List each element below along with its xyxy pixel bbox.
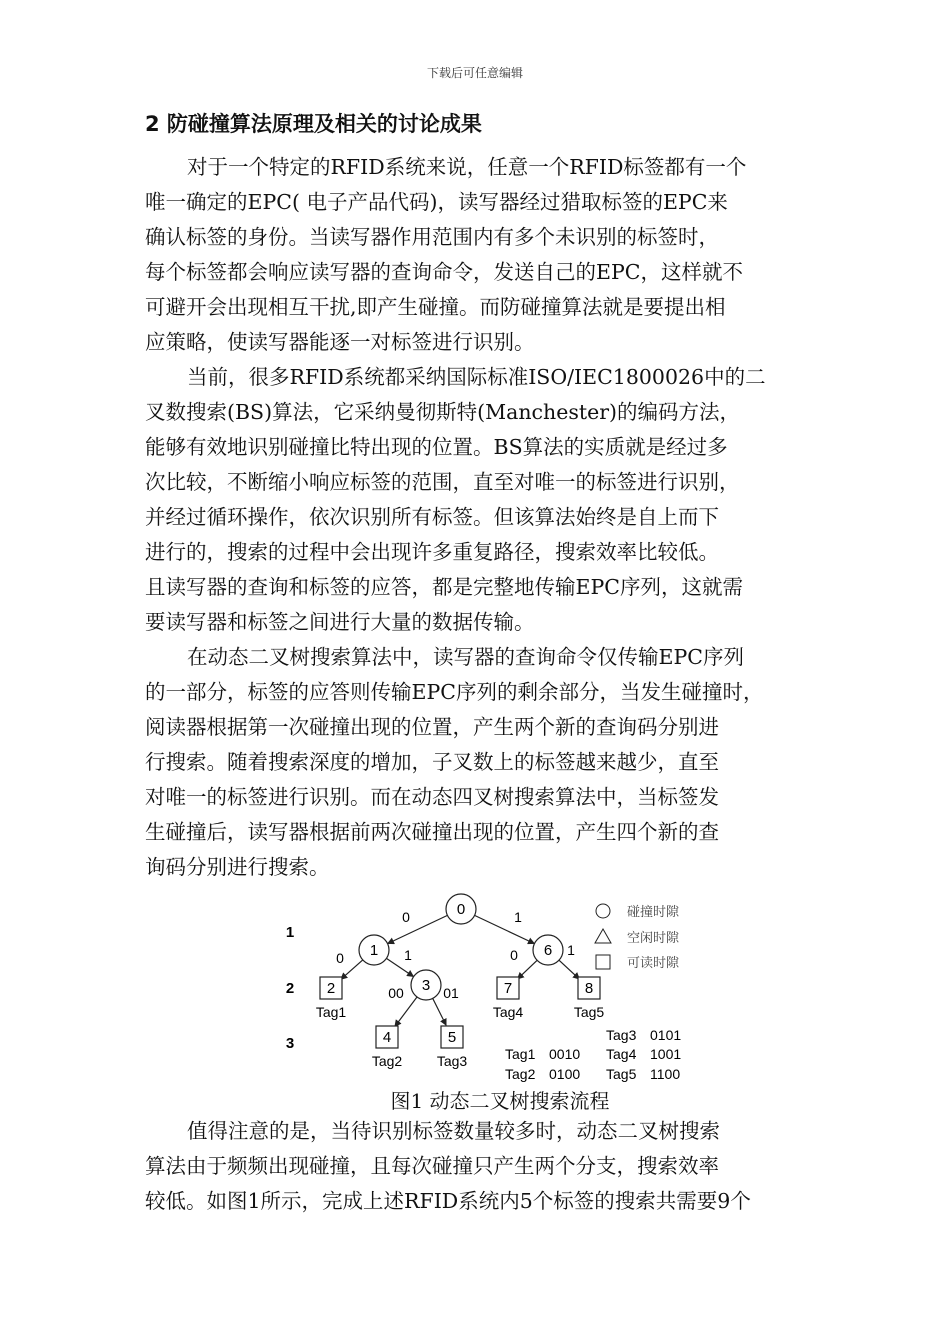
paragraph-line: 的一部分，标签的应答则传输EPC序列的剩余部分，当发生碰撞时， — [145, 680, 764, 704]
node-id: 4 — [382, 1029, 392, 1046]
node-id: 7 — [503, 980, 513, 997]
paragraph-line: 阅读器根据第一次碰撞出现的位置，产生两个新的查询码分别进 — [145, 715, 719, 739]
node-id: 6 — [543, 942, 553, 959]
legend-label: 空闲时隙 — [627, 931, 680, 946]
paragraph-line: 生碰撞后，读写器根据前两次碰撞出现的位置，产生四个新的查 — [145, 820, 719, 844]
paragraph-3 — [145, 640, 810, 885]
edge-label: 0 — [510, 947, 518, 963]
tag-label: Tag2 — [371, 1053, 403, 1069]
node-id: 1 — [369, 942, 379, 959]
tree-edge — [433, 998, 446, 1025]
paragraph-line: 较低。如图1所示，完成上述RFID系统内5个标签的搜索共需要9个 — [145, 1189, 751, 1213]
paragraph-line: 每个标签都会响应读写器的查询命令，发送自己的EPC，这样就不 — [145, 260, 743, 284]
paragraph-line: 要读写器和标签之间进行大量的数据传输。 — [145, 610, 535, 634]
code-value: 0010 — [549, 1046, 581, 1062]
code-value: 1100 — [650, 1066, 681, 1082]
node-id: 8 — [584, 980, 594, 997]
level-label: 1 — [285, 924, 295, 941]
node-id: 5 — [447, 1029, 457, 1046]
node-id: 2 — [326, 980, 336, 997]
paragraph-line: 能够有效地识别碰撞比特出现的位置。BS算法的实质就是经过多 — [145, 435, 728, 459]
paragraph-line: 叉数搜索(BS)算法，它采纳曼彻斯特(Manchester)的编码方法， — [145, 400, 741, 424]
level-label: 3 — [285, 1035, 295, 1052]
paragraph-line: 并经过循环操作，依次识别所有标签。但该算法始终是自上而下 — [145, 505, 719, 529]
paragraph-line: 次比较，不断缩小响应标签的范围，直至对唯一的标签进行识别， — [145, 470, 740, 494]
tag-label: Tag4 — [492, 1004, 524, 1020]
tree-edge — [341, 960, 363, 979]
tag-label: Tag3 — [436, 1053, 468, 1069]
paragraph-line: 且读写器的查询和标签的应答，都是完整地传输EPC序列，这就需 — [145, 575, 743, 599]
code-tag-name: Tag4 — [606, 1046, 637, 1062]
paragraph-line: 唯一确定的EPC( 电子产品代码)，读写器经过猎取标签的EPC来 — [145, 190, 728, 214]
tree-edge — [475, 915, 535, 943]
code-tag-name: Tag2 — [505, 1066, 536, 1082]
paragraph-line: 在动态二叉树搜索算法中，读写器的查询命令仅传输EPC序列 — [187, 645, 744, 669]
legend-square-icon — [596, 955, 610, 969]
edge-label: 1 — [567, 942, 575, 958]
page-header: 下载后可任意编辑 — [426, 66, 523, 80]
tree-edge — [388, 915, 448, 943]
paragraph-line: 当前，很多RFID系统都采纳国际标准ISO/IEC1800026中的二 — [187, 365, 766, 389]
paragraph-line: 应策略，使读写器能逐一对标签进行识别。 — [145, 330, 535, 354]
code-value: 0100 — [549, 1066, 581, 1082]
paragraph-2 — [145, 360, 810, 640]
paragraph-1 — [145, 150, 810, 360]
figure-caption: 图1 动态二叉树搜索流程 — [390, 1089, 610, 1113]
legend-label: 可读时隙 — [627, 956, 680, 971]
edge-label: 00 — [388, 985, 404, 1001]
legend-triangle-icon — [595, 929, 611, 943]
paragraph-line: 值得注意的是，当待识别标签数量较多时，动态二叉树搜索 — [187, 1119, 720, 1143]
code-value: 0101 — [650, 1027, 682, 1043]
paragraph-4 — [145, 1114, 810, 1219]
tag-label: Tag1 — [315, 1004, 347, 1020]
legend-circle-icon — [596, 904, 610, 918]
node-id: 0 — [456, 901, 466, 918]
edge-label: 0 — [336, 950, 344, 966]
edge-label: 0 — [402, 909, 410, 925]
tree-edge — [559, 960, 579, 979]
paragraph-line: 确认标签的身份。当读写器作用范围内有多个未识别的标签时， — [145, 225, 719, 249]
level-label: 2 — [285, 980, 295, 997]
paragraph-line: 对唯一的标签进行识别。而在动态四叉树搜索算法中，当标签发 — [145, 785, 719, 809]
paragraph-line: 可避开会出现相互干扰,即产生碰撞。而防碰撞算法就是要提出相 — [145, 295, 726, 319]
code-tag-name: Tag5 — [606, 1066, 637, 1082]
legend-label: 碰撞时隙 — [627, 905, 680, 920]
paragraph-line: 进行的，搜索的过程中会出现许多重复路径，搜索效率比较低。 — [145, 540, 719, 564]
tag-label: Tag5 — [573, 1004, 605, 1020]
edge-label: 1 — [514, 909, 522, 925]
section-title: 2 防碰撞算法原理及相关的讨论成果 — [145, 112, 482, 136]
code-value: 1001 — [650, 1046, 682, 1062]
tree-edge — [517, 960, 537, 979]
code-tag-name: Tag1 — [505, 1046, 536, 1062]
paragraph-line: 行搜索。随着搜索深度的增加，子叉数上的标签越来越少，直至 — [145, 750, 719, 774]
edge-label: 1 — [404, 947, 412, 963]
tree-edge — [395, 997, 417, 1027]
paragraph-line: 询码分别进行搜索。 — [145, 855, 330, 879]
binary-tree-figure — [270, 890, 720, 1090]
node-id: 3 — [421, 977, 431, 994]
paragraph-line: 算法由于频频出现碰撞，且每次碰撞只产生两个分支，搜索效率 — [145, 1154, 719, 1178]
code-tag-name: Tag3 — [606, 1027, 637, 1043]
paragraph-line: 对于一个特定的RFID系统来说，任意一个RFID标签都有一个 — [187, 155, 747, 179]
edge-label: 01 — [443, 985, 459, 1001]
